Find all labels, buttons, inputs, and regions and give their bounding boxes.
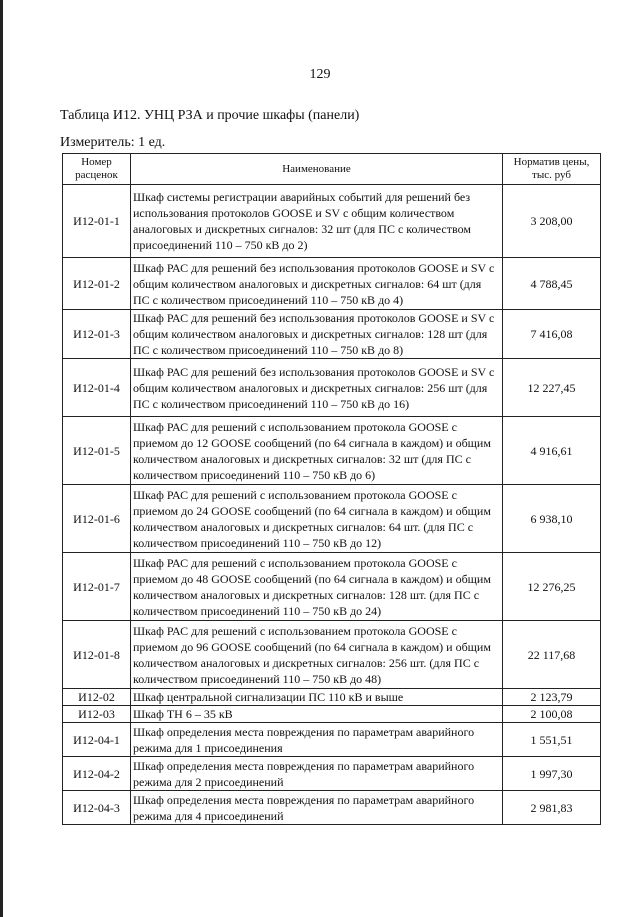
row-name: Шкаф определения места повреждения по параметрам аварийного режима для 4 присоединений	[131, 791, 503, 825]
row-code: И12-01-6	[63, 485, 131, 553]
row-code: И12-01-3	[63, 310, 131, 359]
table-row	[63, 485, 601, 553]
row-price: 2 981,83	[503, 791, 601, 825]
row-price: 3 208,00	[503, 185, 601, 258]
row-code: И12-01-7	[63, 553, 131, 621]
row-price: 4 916,61	[503, 417, 601, 485]
table-row	[63, 417, 601, 485]
row-code: И12-01-5	[63, 417, 131, 485]
table-row	[63, 185, 601, 258]
row-price: 1 551,51	[503, 723, 601, 757]
table-row	[63, 553, 601, 621]
row-price: 7 416,08	[503, 310, 601, 359]
row-code: И12-04-3	[63, 791, 131, 825]
row-code: И12-03	[63, 706, 131, 723]
row-code: И12-01-4	[63, 359, 131, 417]
table-row	[63, 723, 601, 757]
row-name: Шкаф РАС для решений без использования протоколов GOOSE и SV с общим количеством аналоговых и дискретных сигналов: 256 шт (для ПС с количеством присоединений 110 – 750 кВ до 16)	[131, 359, 503, 417]
table-row	[63, 359, 601, 417]
table-title: Таблица И12. УНЦ РЗА и прочие шкафы (панели)	[60, 108, 360, 123]
row-price: 12 227,45	[503, 359, 601, 417]
row-name: Шкаф РАС для решений с использованием протокола GOOSE с приемом до 48 GOOSE сообщений (по 64 сигнала в каждом) и общим количеством аналоговых и дискретных сигналов: 128 шт. (для ПС с количеством присоединений 110 – 750 кВ до 24)	[131, 553, 503, 621]
table-row	[63, 258, 601, 310]
row-name: Шкаф центральной сигнализации ПС 110 кВ и выше	[131, 689, 503, 706]
row-name: Шкаф РАС для решений с использованием протокола GOOSE с приемом до 12 GOOSE сообщений (по 64 сигнала в каждом) и общим количеством аналоговых и дискретных сигналов: 32 шт (для ПС с количеством присоединений 110 – 750 кВ до 6)	[131, 417, 503, 485]
header-name: Наименование	[131, 154, 503, 185]
row-price: 1 997,30	[503, 757, 601, 791]
row-price: 2 123,79	[503, 689, 601, 706]
row-name: Шкаф РАС для решений без использования протоколов GOOSE и SV с общим количеством аналоговых и дискретных сигналов: 128 шт (для ПС с количеством присоединений 110 – 750 кВ до 8)	[131, 310, 503, 359]
row-name: Шкаф системы регистрации аварийных событий для решений без использования протоколов GOOSE и SV с общим количеством аналоговых и дискретных сигналов: 32 шт (для ПС с количеством присоединений 110 – 750 кВ до 2)	[131, 185, 503, 258]
row-name: Шкаф РАС для решений с использованием протокола GOOSE с приемом до 24 GOOSE сообщений (по 64 сигнала в каждом) и общим количеством аналоговых и дискретных сигналов: 64 шт. (для ПС с количеством присоединений 110 – 750 кВ до 12)	[131, 485, 503, 553]
row-code: И12-02	[63, 689, 131, 706]
row-price: 6 938,10	[503, 485, 601, 553]
row-price: 12 276,25	[503, 553, 601, 621]
table-header-row	[63, 154, 601, 185]
row-code: И12-04-1	[63, 723, 131, 757]
table-row	[63, 706, 601, 723]
measure-unit: Измеритель: 1 ед.	[60, 135, 166, 150]
row-price: 4 788,45	[503, 258, 601, 310]
row-code: И12-01-2	[63, 258, 131, 310]
row-price: 22 117,68	[503, 621, 601, 689]
row-price: 2 100,08	[503, 706, 601, 723]
row-name: Шкаф РАС для решений с использованием протокола GOOSE с приемом до 96 GOOSE сообщений (по 64 сигнала в каждом) и общим количеством аналоговых и дискретных сигналов: 256 шт. (для ПС с количеством присоединений 110 – 750 кВ до 48)	[131, 621, 503, 689]
table-row	[63, 621, 601, 689]
row-name: Шкаф определения места повреждения по параметрам аварийного режима для 2 присоединений	[131, 757, 503, 791]
page-number: 129	[309, 67, 331, 82]
table-row	[63, 689, 601, 706]
table-row	[63, 791, 601, 825]
row-name: Шкаф РАС для решений без использования протоколов GOOSE и SV с общим количеством аналоговых и дискретных сигналов: 64 шт (для ПС с количеством присоединений 110 – 750 кВ до 4)	[131, 258, 503, 310]
header-price: Норматив цены, тыс. руб	[503, 154, 601, 185]
row-code: И12-01-8	[63, 621, 131, 689]
table-row	[63, 310, 601, 359]
row-name: Шкаф ТН 6 – 35 кВ	[131, 706, 503, 723]
row-code: И12-01-1	[63, 185, 131, 258]
page-edge	[0, 0, 3, 917]
row-code: И12-04-2	[63, 757, 131, 791]
row-name: Шкаф определения места повреждения по параметрам аварийного режима для 1 присоединения	[131, 723, 503, 757]
header-code: Номер расценок	[63, 154, 131, 185]
price-norm-table	[62, 153, 601, 825]
table-row	[63, 757, 601, 791]
